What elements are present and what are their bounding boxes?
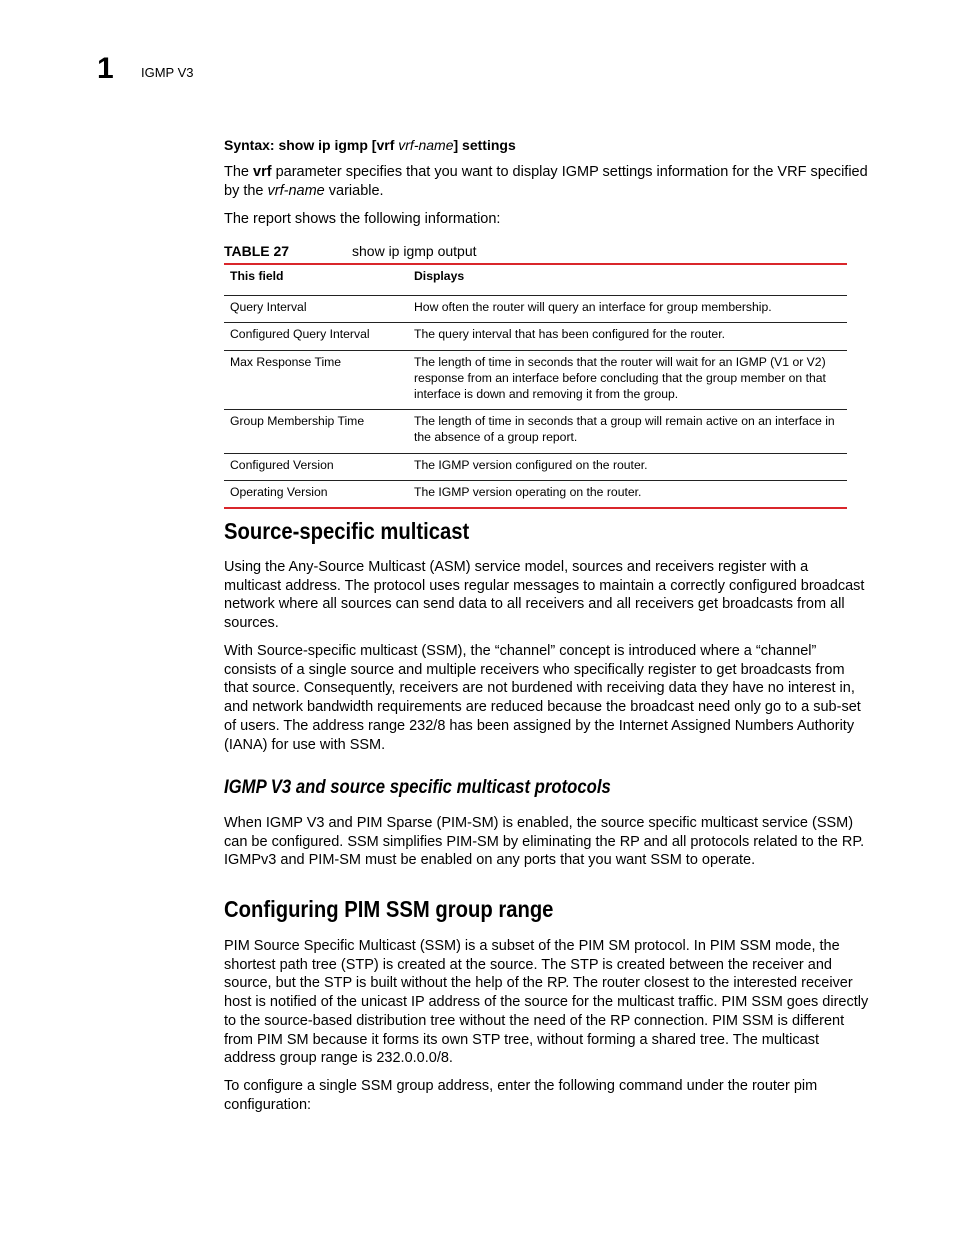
heading-source-specific-multicast: Source-specific multicast [224, 518, 470, 544]
table-row [224, 350, 847, 410]
pim-paragraph-1: PIM Source Specific Multicast (SSM) is a subset of the PIM SM protocol. In PIM SSM mode, the shortest path tree (STP) is created at the source. The STP is created between the receiver and source, but the STP is built without the help of the RP. The router closest to the interested receiver host is notified of the unicast IP address of the source for the multicast traffic. PIM SSM goes directly to the source-based distribution tree without the need of the RP connection. PIM SSM is different from PIM SM because it forms its own STP tree, without forming a shared tree. The multicast address group range is 232.0.0.0/8. [224, 938, 869, 1067]
field-cell: Max Response Time [224, 350, 408, 410]
description-cell: The query interval that has been configured for the router. [408, 323, 847, 350]
ssm-paragraph-2: With Source-specific multicast (SSM), the “channel” concept is introduced where a “channel” consists of a single source and multiple receivers who specifically register to get broadcasts from that source. Consequently, receivers are not burdened with receiving data they have no interest in, and network bandwidth requirements are reduced because the broadcast need only go to a sub-set of users. The address range 232/8 has been assigned by the Internet Assigned Numbers Authority (IANA) for use with SSM. [224, 643, 861, 753]
table-number: TABLE 27 [224, 243, 290, 259]
vrf-paragraph-text-3: variable. [324, 182, 384, 199]
report-intro: The report shows the following information: [224, 211, 501, 227]
description-cell: The IGMP version operating on the router. [408, 480, 847, 508]
field-cell: Operating Version [224, 480, 408, 508]
chapter-number: 1 [97, 52, 114, 85]
igmp-paragraph: When IGMP V3 and PIM Sparse (PIM-SM) is enabled, the source specific multicast service (SSM) can be configured. SSM simplifies PIM-SM by eliminating the RP and all protocols related to the RP. IGMPv3 and PIM-SM must be enabled on any ports that you want SSM to operate. [224, 815, 865, 869]
description-cell: The length of time in seconds that a group will remain active on an interface in the absence of a group report. [408, 410, 847, 453]
table-row [224, 410, 847, 453]
field-cell: Configured Query Interval [224, 323, 408, 350]
vrf-name-variable: vrf-name [267, 182, 325, 199]
syntax-suffix: ] settings [453, 137, 516, 153]
syntax-prefix: Syntax: show ip igmp [ [224, 137, 377, 153]
heading-configuring-pim-ssm: Configuring PIM SSM group range [224, 896, 554, 922]
column-header-field: This field [224, 264, 408, 296]
running-title: IGMP V3 [141, 65, 194, 80]
igmp-output-table [224, 263, 847, 509]
table-row [224, 480, 847, 508]
description-cell: The IGMP version configured on the router. [408, 453, 847, 480]
vrf-paragraph [224, 163, 869, 200]
vrf-keyword: vrf [253, 164, 272, 180]
pim-paragraph-2: To configure a single SSM group address, enter the following command under the router pim configuration: [224, 1078, 818, 1113]
description-cell: The length of time in seconds that the router will wait for an IGMP (V1 or V2) response from an interface before concluding that the group member on that interface is down and removing it from the group. [408, 350, 847, 410]
table-header-row [224, 264, 847, 296]
table-caption [224, 242, 847, 260]
field-cell: Configured Version [224, 453, 408, 480]
table-row [224, 296, 847, 323]
table-title: show ip igmp output [352, 243, 477, 259]
description-cell: How often the router will query an interface for group membership. [408, 296, 847, 323]
field-cell: Query Interval [224, 296, 408, 323]
field-cell: Group Membership Time [224, 410, 408, 453]
column-header-displays: Displays [408, 264, 847, 296]
vrf-paragraph-text-2: parameter specifies that you want to display IGMP settings information for the VRF specified by the [224, 164, 868, 199]
vrf-paragraph-text-1: The [224, 164, 254, 180]
syntax-vrf-name: vrf-name [398, 137, 454, 153]
syntax-vrf: vrf [376, 137, 395, 153]
heading-igmp-v3-ssm-protocols: IGMP V3 and source specific multicast protocols [224, 777, 611, 798]
syntax-line [224, 136, 869, 154]
table-row [224, 323, 847, 350]
ssm-paragraph-1: Using the Any-Source Multicast (ASM) service model, sources and receivers register with a multicast address. The protocol uses regular messages to maintain a correctly configured broadcast network where all sources can send data to all receivers and all receivers get broadcasts from all sources. [224, 559, 865, 632]
table-row [224, 453, 847, 480]
